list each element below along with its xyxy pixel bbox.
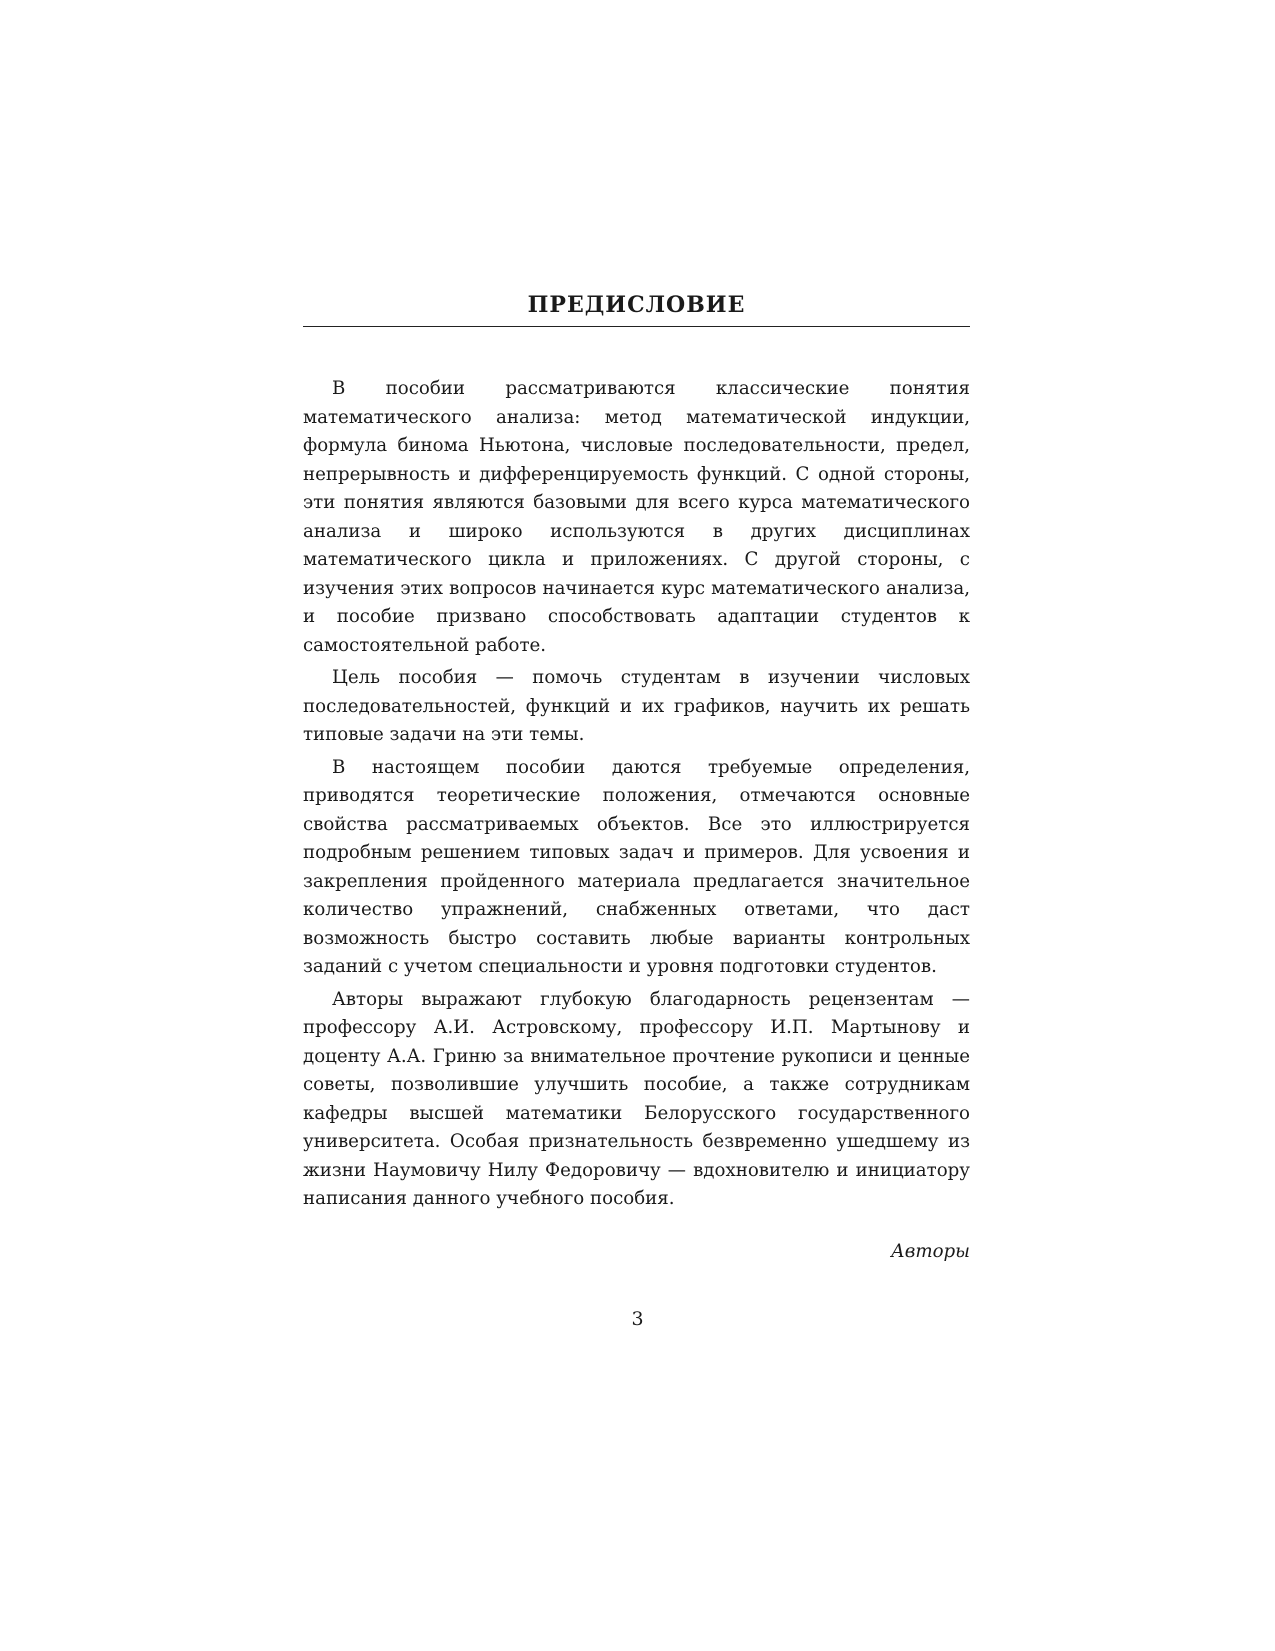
page-content <box>303 288 970 1266</box>
preface-body <box>303 375 970 1214</box>
paragraph-3: В настоящем пособии даются требуемые определения, приводятся теоретические положения, отмечаются основные свойства рассматриваемых объектов. Все это иллюстрируется подробным решением типовых задач и примеров. Для усвоения и закрепления пройденного материала предлагается значительное количество упражнений, снабженных ответами, что даст возможность быстро составить любые варианты контрольных заданий с учетом специальности и уровня подготовки студентов. <box>303 756 970 977</box>
page-title: ПРЕДИСЛОВИЕ <box>527 292 746 318</box>
paragraph-2: Цель пособия — помочь студентам в изучении числовых последовательностей, функций и их графиков, научить их решать типовые задачи на эти темы. <box>303 667 970 745</box>
page-number: 3 <box>631 1308 644 1330</box>
paragraph-4: Авторы выражают глубокую благодарность рецензентам — профессору А.И. Астровскому, профессору И.П. Мартынову и доценту А.А. Гриню за внимательное прочтение рукописи и ценные советы, позволившие улучшить пособие, а также сотрудникам кафедры высшей математики Белорусского государственного университета. Особая признательность безвременно ушедшему из жизни Наумовичу Нилу Федоровичу — вдохновителю и инициатору написания данного учебного пособия. <box>303 988 970 1209</box>
title-rule <box>303 326 970 327</box>
signature: Авторы <box>890 1240 970 1262</box>
paragraph-1: В пособии рассматриваются классические понятия математического анализа: метод математической индукции, формула бинома Ньютона, числовые последовательности, предел, непрерывность и дифференцируемость функций. С одной стороны, эти понятия являются базовыми для всего курса математического анализа и широко используются в других дисциплинах математического цикла и приложениях. С другой стороны, с изучения этих вопросов начинается курс математического анализа, и пособие призвано способствовать адаптации студентов к самостоятельной работе. <box>303 378 970 656</box>
